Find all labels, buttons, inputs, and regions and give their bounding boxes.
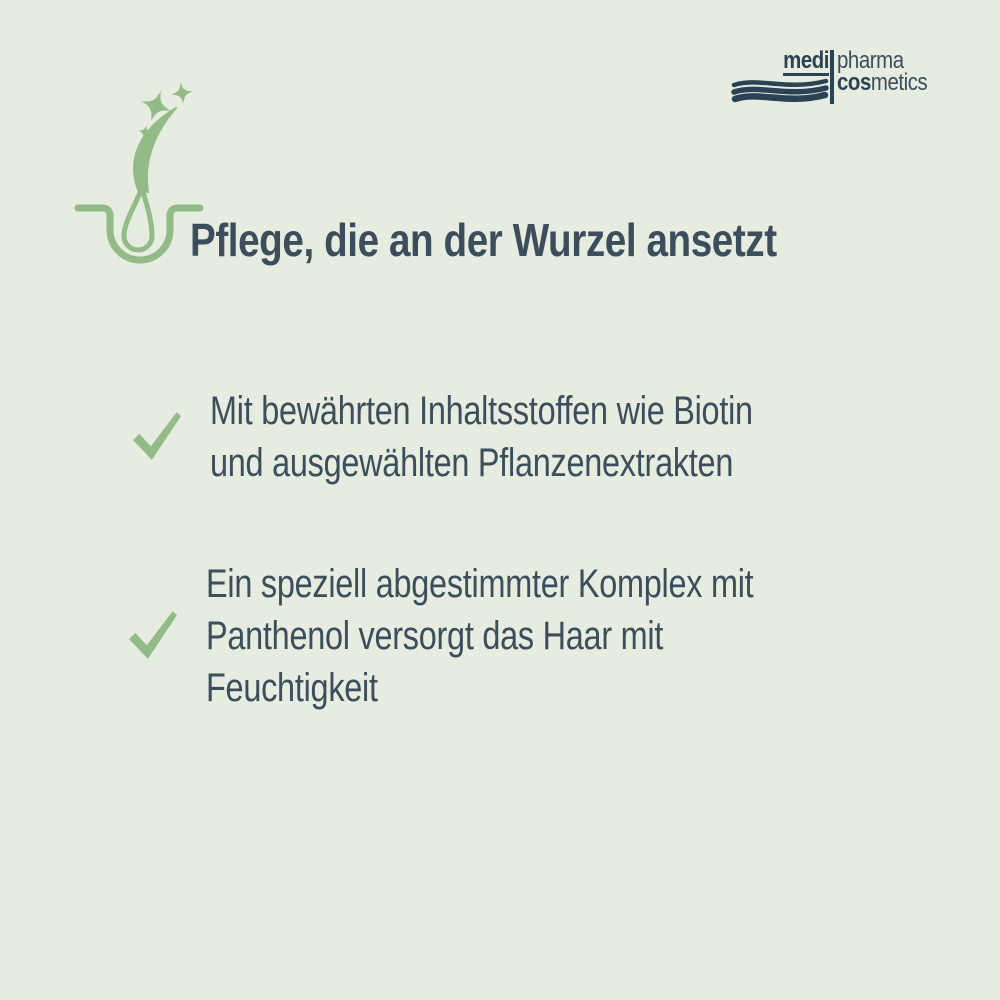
bullet-text-line: Panthenol versorgt das Haar mit [206,614,664,658]
bullet-text-line: Feuchtigkeit [206,666,378,710]
hair-follicle-icon [72,80,207,275]
wave-icon [731,78,829,104]
checkmark-icon [126,609,180,663]
brand-logo-left [731,47,829,104]
hair-strand [134,108,176,192]
brand-logo-cos: cos [836,69,871,96]
bullet-text-1 [210,385,880,489]
brand-logo-metics: metics [870,69,928,96]
brand-logo-pharma: pharma [836,47,904,74]
brand-logo [731,47,943,104]
page-title: Pflege, die an der Wurzel ansetzt [190,214,777,266]
bullet-text-line: Ein speziell abgestimmter Komplex mit [206,562,754,606]
hair-bulb [124,188,152,250]
bullet-text-line: und ausgewählten Pflanzenextrakten [210,441,734,485]
bullet-text-line: Mit bewährten Inhaltsstoffen wie Biotin [210,389,753,433]
brand-logo-medi: medi [782,47,829,74]
checkmark-icon [130,410,184,464]
bullet-item-2 [126,558,882,714]
bullet-item-1 [130,385,880,489]
bullet-text-2 [206,558,882,714]
sparkle-icon [136,81,195,141]
brand-logo-right [834,47,943,104]
brand-logo-cosmetics [836,69,928,96]
